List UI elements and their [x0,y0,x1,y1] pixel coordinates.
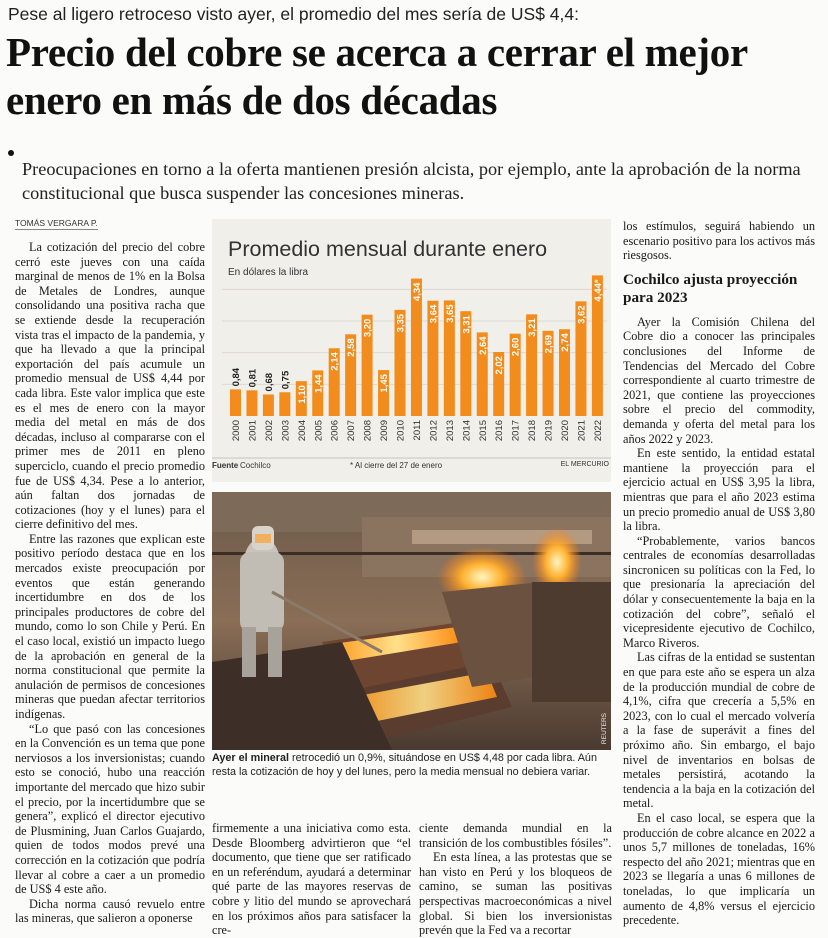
category-label: 2005 [313,420,325,442]
paragraph: La cotización del precio del cobre cerró este jueves con una caída marginal de menos de 1% en la Bolsa de Metales de Londres, aunque consolidando una positiva racha que se extiende desde la recuperación vista tras el impacto de la pandemia, y que ha llevado a que la principal exportación del país acumule un promedio mensual de US$ 4,44 por cada libra. Este valor implica que este es el mes de enero con la mayor media del metal en más de dos décadas, incluso al compararse con el primer mes de 2011 en pleno superciclo, cuando el precio promedio fue de US$ 4,34. Pese a lo anterior, aún faltan dos jornadas de cotizaciones (hoy y el lunes) para el cierre definitivo del mes. [15,240,205,532]
category-label: 2022 [592,420,604,442]
headline: Precio del cobre se acerca a cerrar el mejor enero en más de dos décadas [6,29,748,123]
value-label: 2,64 [477,336,489,355]
value-label: 0,68 [263,372,275,392]
paragraph: En el caso local, se espera que la producción de cobre alcance en 2022 a unos 5,7 millones de toneladas, 16% respecto del año 2021; mientras que en 2023 se llegaría a unas 6 millones de toneladas, lo que implicaría un aumento de 4,8% versus el ejercicio precedente. [623,810,815,928]
value-label: 3,65 [444,304,456,323]
bar-2002 [263,394,274,416]
deck-bullet [8,150,14,156]
value-label: 2,58 [346,338,358,357]
category-label: 2010 [395,420,407,442]
category-label: 2014 [461,420,473,442]
value-label: 2,69 [543,334,555,354]
value-label: 0,75 [280,370,292,390]
category-label: 2019 [543,420,555,442]
category-label: 2015 [477,420,489,442]
value-label: 1,44 [313,374,325,393]
photo-credit: REUTERS [601,712,608,744]
paragraph: Entre las razones que explican este positivo período destaca que en los mercados existe preocupación por eventos que están generando incertidumbre en dos de los principales productores de cobre del mundo, como lo son Chile y Perú. En el caso local, existió un impacto luego de la aprobación en general de la norma constitucional que permite la anulación de permisos de concesiones mineras que puedan afectar territorios indígenas. [15,531,205,721]
value-label: 3,21 [527,318,539,337]
byline: TOMÁS VERGARA P. [15,218,98,228]
value-label: 3,20 [362,318,374,338]
chart-source-label: Fuente [212,461,239,470]
paragraph: ciente demanda mundial en la transición de los combustibles fósiles”. [419,821,612,850]
caption-text: retrocedió un 0,9%, situándose en US$ 4,48 por cada libra. Aún resta la cotización de hoy y del lunes, pero la media mensual no debiera variar. [212,752,597,778]
value-label: 4,34 [411,282,423,302]
kicker: Pese al ligero retroceso visto ayer, el promedio del mes sería de US$ 4,4: [8,4,579,24]
category-label: 2018 [527,420,539,442]
category-label: 2000 [231,420,242,442]
value-label: 2,02 [494,356,506,375]
value-label: 4,44* [592,279,604,302]
chart-source: Cochilco [240,461,271,470]
paragraph: “Probablemente, varios bancos centrales de economías desarrolladas sincronicen su políticas con la Fed, lo que presionaría la apreciación del dólar y consecuentemente la baja en la cotización del cobre”, señaló el vicepresidente ejecutivo de Cochilco, Marco Riveros. [623,533,815,650]
bar-2001 [246,390,257,416]
category-label: 2020 [560,420,571,442]
paragraph: “Lo que pasó con las concesiones en la Convención es un tema que pone nerviosos a los inversionistas; cuando esto se conoció, hubo una reacción importante del mercado que hizo subir el precio, por la incertidumbre que se genera”, explicó el director ejecutivo de Plusmining, Juan Carlos Guajardo, quien de todos modos prevé una corrección en la cotización que podría llevar al cobre a caer a un promedio de US$ 4 este año. [15,721,205,897]
paragraph: En este sentido, la entidad estatal mantiene la proyección para el ejercicio actual en US$ 3,95 la libra, mientras que para el año 2023 estima un precio promedio anual de US$ 3,80 la libra. [623,446,815,534]
value-label: 1,10 [296,385,308,404]
category-label: 2012 [428,420,440,442]
category-label: 2008 [362,420,374,442]
paragraph: firmemente a una iniciativa como esta. Desde Bloomberg advirtieron que “el documento, que tiene que ser ratificado en un referéndum, ayudará a determinar qué parte de las mayores reservas de cobre y litio del mundo se aprovechará en los próximos años para satisfacer la cre- [212,821,411,938]
body-column-4 [623,219,815,928]
chart-brand: EL MERCURIO [560,461,609,468]
value-label: 2,74 [560,333,571,352]
value-label: 3,31 [461,315,473,334]
paragraph: Las cifras de la entidad se sustentan en que para este año se espera un alza de la producción mundial de cobre de 4,1%, cifra que crecería a 5,5% en 2023, con lo cual el mercado volvería a la fase de superávit a fines del próximo año. Sin embargo, el bajo nivel de inventarios en bolsas de metales persistirá, acotando la tendencia a la baja en la cotización del metal. [623,650,815,811]
value-label: 3,35 [395,313,407,333]
paragraph: Ayer la Comisión Chilena del Cobre dio a conocer las principales conclusiones del Informe de Tendencias del Mercado del Cobre correspondiente al cuarto trimestre de 2021, que contiene las proyecciones sobre el precio del commodity, demanda y oferta del metal para los años 2022 y 2023. [623,314,815,446]
chart-title: Promedio mensual durante enero [228,237,548,261]
caption-lead: Ayer el mineral [212,752,290,764]
value-label: 0,81 [247,368,259,388]
category-label: 2017 [510,420,522,442]
smelter-photo [212,492,611,750]
photo-caption [212,752,611,779]
subheading: Cochilco ajusta proyección para 2023 [623,270,798,306]
category-label: 2002 [263,420,275,442]
paragraph: En esta línea, a las protestas que se han visto en Perú y los bloqueos de camino, se suman las positivas perspectivas macroeconómicas a nivel global. Si bien los inversionistas prevén que la Fed va a recortar [419,850,612,938]
body-column-1 [15,240,205,926]
bar-2003 [279,392,290,416]
body-column-2 [212,821,411,938]
value-label: 3,64 [428,304,440,324]
category-label: 2001 [247,420,259,442]
value-label: 1,45 [379,374,391,393]
paragraph: Dicha norma causó revuelo entre las mineras, que salieron a oponerse [15,896,205,926]
body-column-3 [419,821,612,938]
category-label: 2016 [494,420,506,442]
value-label: 0,84 [231,367,242,387]
bar-chart [212,219,611,482]
category-label: 2007 [346,420,358,442]
photo-illustration [212,492,611,750]
value-label: 2,60 [510,337,522,357]
category-label: 2011 [411,420,423,441]
category-label: 2006 [329,420,341,442]
chart-note: * Al cierre del 27 de enero [350,461,443,470]
value-label: 2,14 [329,352,341,371]
deck: Preocupaciones en torno a la oferta mantienen presión alcista, por ejemplo, ante la aprobación de la norma constitucional que busca suspender las concesiones mineras. [22,159,801,203]
value-label: 3,62 [576,305,588,324]
category-label: 2009 [379,420,391,442]
category-label: 2003 [280,420,292,442]
bar-2000 [230,389,241,416]
paragraph: los estímulos, seguirá habiendo un escenario positivo para los activos más riesgosos. [623,219,815,263]
category-label: 2004 [296,420,308,442]
category-label: 2021 [576,420,588,442]
chart-subtitle: En dólares la libra [228,267,309,278]
category-label: 2013 [444,420,456,442]
